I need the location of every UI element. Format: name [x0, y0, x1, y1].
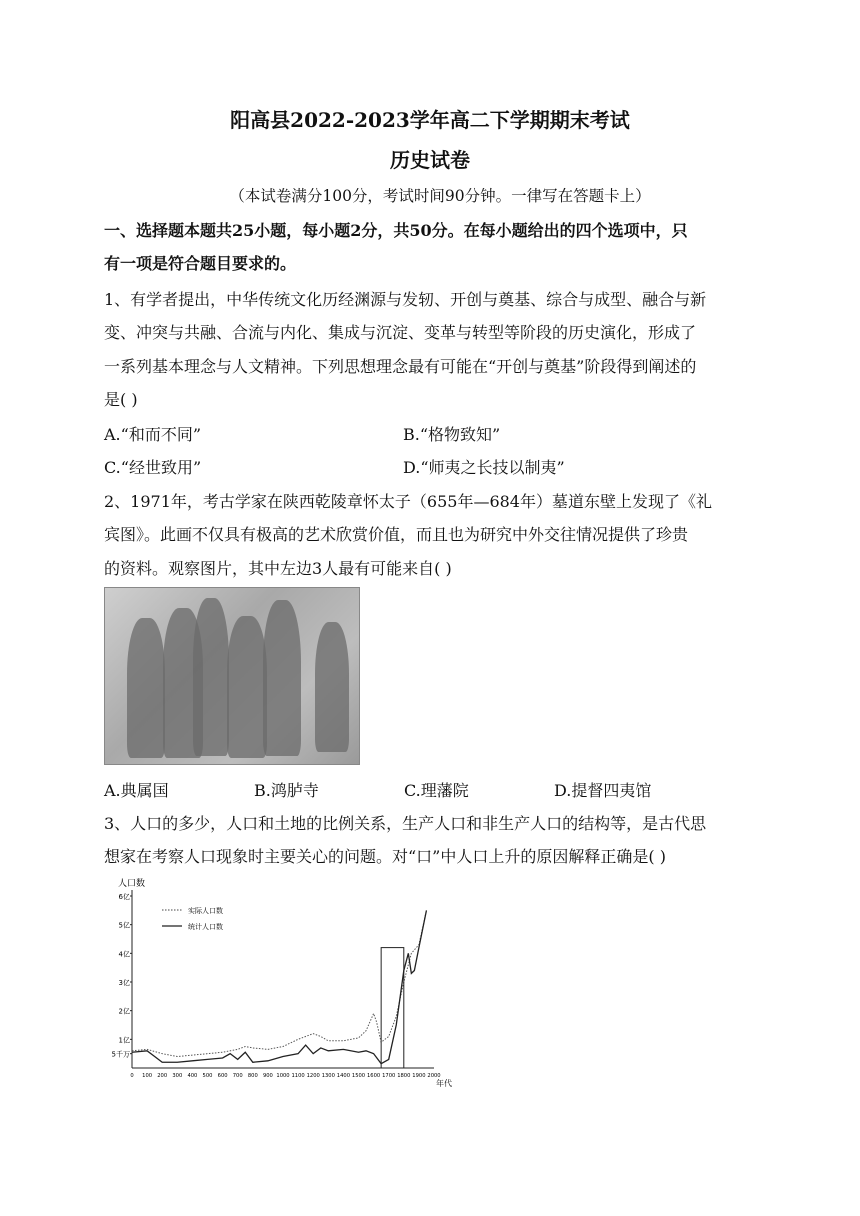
x-tick-label: 1900 — [412, 1073, 426, 1079]
exam-title: 阳高县2022-2023学年高二下学期期末考试 — [230, 108, 630, 132]
q2-option-c: C.理藩院 — [404, 781, 469, 800]
section-heading-line1: 一、选择题本题共25小题，每小题2分，共50分。在每小题给出的四个选项中，只 — [104, 221, 688, 240]
q1-option-a: A.“和而不同” — [104, 425, 202, 444]
x-tick-label: 800 — [247, 1073, 258, 1079]
legend-recorded-label: 统计人口数 — [188, 923, 223, 931]
chart-legend — [162, 906, 223, 931]
x-tick-label: 200 — [157, 1073, 168, 1079]
q1-option-d: D.“师夷之长技以制夷” — [403, 458, 565, 477]
population-chart — [104, 872, 464, 1090]
x-tick-label: 2000 — [427, 1073, 441, 1079]
y-tick-label: 6亿 — [118, 893, 130, 901]
q2-stem-line3: 的资料。观察图片，其中左边3人最有可能来自( ) — [104, 559, 452, 578]
q1-option-b: B.“格物致知” — [403, 425, 501, 444]
q1-stem-line4: 是( ) — [104, 390, 138, 409]
x-tick-label: 900 — [262, 1073, 273, 1079]
x-tick-label: 300 — [172, 1073, 183, 1079]
x-tick-label: 600 — [217, 1073, 228, 1079]
q3-stem-line1: 3、人口的多少，人口和土地的比例关系，生产人口和非生产人口的结构等，是古代思 — [104, 814, 707, 833]
y-tick-label: 4亿 — [118, 950, 130, 959]
q2-option-d: D.提督四夷馆 — [554, 781, 652, 800]
q2-option-a: A.典属国 — [104, 781, 169, 800]
q3-stem-line2: 想家在考察人口现象时主要关心的问题。对“口”中人口上升的原因解释正确是( ) — [104, 847, 666, 866]
section-heading-line2: 有一项是符合题目要求的。 — [104, 254, 297, 273]
x-tick-label: 1700 — [382, 1073, 396, 1079]
q1-option-c: C.“经世致用” — [104, 458, 202, 477]
x-tick-label: 100 — [142, 1073, 153, 1079]
series-actual-population-line — [132, 910, 426, 1056]
series-recorded-population-line — [132, 910, 426, 1063]
x-tick-label: 1400 — [336, 1073, 351, 1079]
x-tick-label: 1300 — [321, 1073, 335, 1079]
x-tick-label: 700 — [232, 1073, 243, 1079]
y-tick-label: 2亿 — [118, 1007, 130, 1016]
y-tick-label: 3亿 — [118, 979, 130, 987]
q2-stem-line1: 2、1971年，考古学家在陕西乾陵章怀太子（655年—684年）墓道东壁上发现了《礼 — [104, 492, 712, 511]
q1-stem-line1: 1、有学者提出，中华传统文化历经渊源与发轫、开创与奠基、综合与成型、融合与新 — [104, 290, 707, 309]
libin-tu-painting-image — [104, 587, 360, 765]
chart-ylabel: 人口数 — [118, 879, 146, 889]
chart-highlight-box — [381, 948, 404, 1068]
y-tick-label: 5亿 — [118, 921, 130, 930]
y-tick-label: 1亿 — [118, 1036, 130, 1045]
exam-subtitle: 历史试卷 — [390, 148, 470, 172]
q2-stem-line2: 宾图》。此画不仅具有极高的艺术欣赏价值，而且也为研究中外交往情况提供了珍贵 — [104, 525, 689, 544]
x-tick-label: 1500 — [351, 1073, 366, 1079]
x-tick-label: 1200 — [306, 1073, 320, 1079]
x-tick-label: 1600 — [366, 1073, 381, 1079]
chart-xlabel: 年代 — [436, 1079, 452, 1088]
x-tick-label: 0 — [130, 1073, 134, 1079]
legend-actual-label: 实际人口数 — [188, 907, 223, 915]
q1-stem-line3: 一系列基本理念与人文精神。下列思想理念最有可能在“开创与奠基”阶段得到阐述的 — [104, 357, 697, 376]
y-tick-label: 5千万 — [111, 1050, 130, 1059]
exam-note: （本试卷满分100分，考试时间90分钟。一律写在答题卡上） — [229, 187, 651, 205]
x-tick-label: 1000 — [276, 1073, 290, 1079]
q1-stem-line2: 变、冲突与共融、合流与内化、集成与沉淀、变革与转型等阶段的历史演化，形成了 — [104, 323, 697, 342]
x-tick-label: 400 — [187, 1073, 198, 1079]
q2-option-b: B.鸿胪寺 — [254, 781, 319, 800]
x-tick-label: 1100 — [291, 1073, 305, 1079]
x-tick-label: 500 — [202, 1073, 213, 1079]
x-tick-label: 1800 — [397, 1073, 411, 1079]
